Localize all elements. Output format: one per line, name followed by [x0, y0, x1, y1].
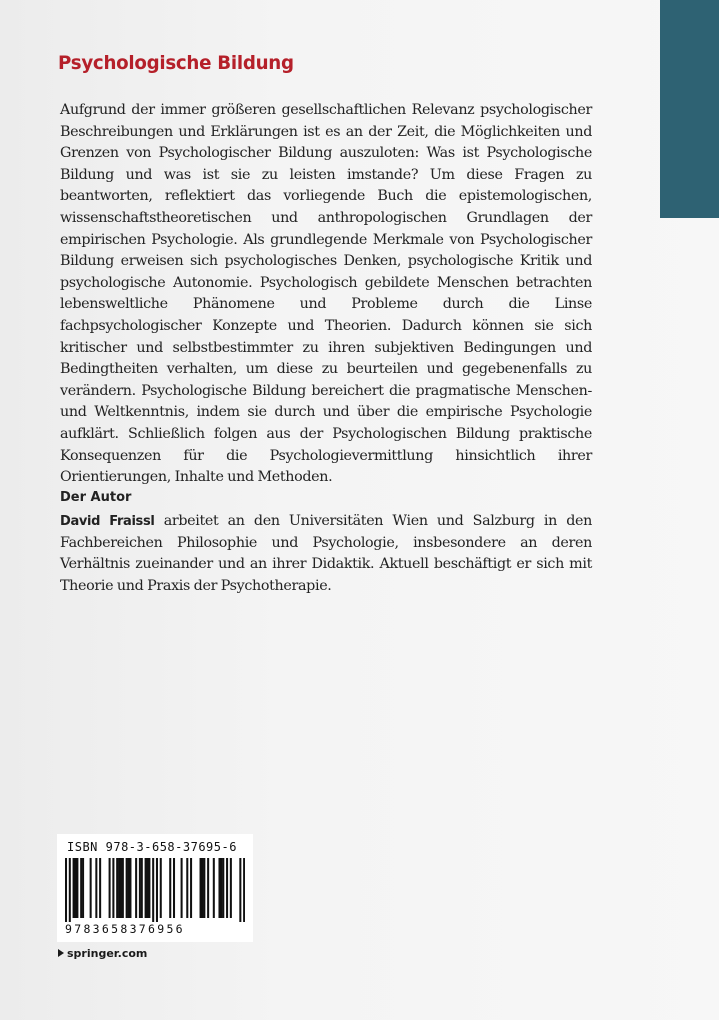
barcode-bar	[239, 858, 241, 922]
barcode-bar	[128, 858, 130, 918]
accent-tab	[660, 0, 719, 218]
barcode-bar	[118, 858, 120, 918]
author-heading: Der Autor	[60, 490, 132, 505]
barcode-bar	[207, 858, 209, 918]
barcode-bar	[116, 858, 118, 918]
barcode-bar	[218, 858, 220, 918]
barcode-bar	[145, 858, 147, 918]
arrow-right-icon	[58, 949, 64, 957]
barcode-bar	[200, 858, 202, 918]
barcode-bar	[99, 858, 101, 918]
barcode-bar	[169, 858, 171, 918]
barcode-bar	[203, 858, 205, 918]
barcode-bar	[69, 858, 71, 922]
barcode-bar	[139, 858, 141, 918]
author-name: David Fraissl	[60, 514, 155, 529]
barcode-bar	[226, 858, 228, 918]
barcode-bar	[112, 858, 114, 918]
barcode-bar	[122, 858, 124, 918]
barcode-bar	[74, 858, 76, 918]
barcode-bar	[126, 858, 128, 918]
barcode-bars	[65, 858, 245, 922]
barcode-bar	[156, 858, 158, 922]
publisher-link[interactable]	[58, 947, 147, 960]
barcode-bar	[190, 858, 192, 918]
book-title: Psychologische Bildung	[58, 52, 294, 74]
barcode-bar	[109, 858, 111, 918]
publisher-text: springer.com	[67, 947, 148, 960]
barcode-bar	[222, 858, 224, 918]
barcode-bar	[141, 858, 143, 918]
barcode-bar	[160, 858, 162, 918]
barcode-bar	[152, 858, 154, 922]
barcode-bar	[243, 858, 245, 922]
barcode-bar	[73, 858, 75, 918]
author-bio	[60, 511, 592, 597]
barcode-bar	[173, 858, 175, 918]
barcode-bar	[146, 858, 148, 918]
book-description: Aufgrund der immer größeren gesellschaftlichen Relevanz psychologischer Beschreibungen und Erklärungen ist es an der Zeit, die Möglichkeiten und Grenzen von Psychologischer Bildung auszuloten: Was ist Psychologische Bildung und was ist sie zu leisten imstande? Um diese Fragen zu beantworten, reflektiert das vorliegende Buch die epistemologischen, wissenschaftstheoretischen und anthropologischen Grundlagen der empirischen Psychologie. Als grundlegende Merkmale von Psychologischer Bildung erweisen sich psychologisches Denken, psychologische Kritik und psychologische Autonomie. Psychologisch gebildete Menschen betrachten lebensweltliche Phänomene und Probleme durch die Linse fachpsychologischer Konzepte und Theorien. Dadurch können sie sich kritischer und selbstbestimmter zu ihren subjektiven Bedingungen und Bedingtheiten verhalten, um diese zu beurteilen und gegebenenfalls zu verändern. Psychologische Bildung bereichert die pragmatische Menschen- und Weltkenntnis, indem sie durch und über die empirische Psychologie aufklärt. Schließlich folgen aus der Psychologischen Bildung praktische Konsequenzen für die Psychologievermittlung hinsichtlich ihrer Orientierungen, Inhalte und Methoden.	[60, 102, 592, 486]
author-bio-text: arbeitet an den Universitäten Wien und Salzburg in den Fachbereichen Philosophie und Psychologie, insbesondere an deren Verhältnis zueinander und an ihrer Didaktik. Aktuell beschäftigt er sich mit Theorie und Praxis der Psychotherapie.	[60, 513, 592, 594]
barcode-bar	[220, 858, 222, 918]
barcode-bar	[148, 858, 150, 918]
barcode-bar	[129, 858, 131, 918]
isbn-barcode	[57, 834, 253, 942]
barcode-bar	[80, 858, 82, 918]
barcode-bar	[90, 858, 92, 918]
barcode-bar	[201, 858, 203, 918]
barcode-bar	[213, 858, 215, 918]
barcode-bar	[76, 858, 78, 918]
barcode-bar	[186, 858, 188, 918]
barcode-bar	[65, 858, 67, 922]
barcode-bar	[82, 858, 84, 918]
barcode-bar	[230, 858, 232, 918]
barcode-bar	[181, 858, 183, 918]
barcode-bar	[95, 858, 97, 918]
barcode-digits: 9783658376956	[65, 922, 185, 936]
barcode-bar	[120, 858, 122, 918]
barcode-bar	[135, 858, 137, 918]
isbn-label: ISBN 978-3-658-37695-6	[67, 840, 237, 854]
